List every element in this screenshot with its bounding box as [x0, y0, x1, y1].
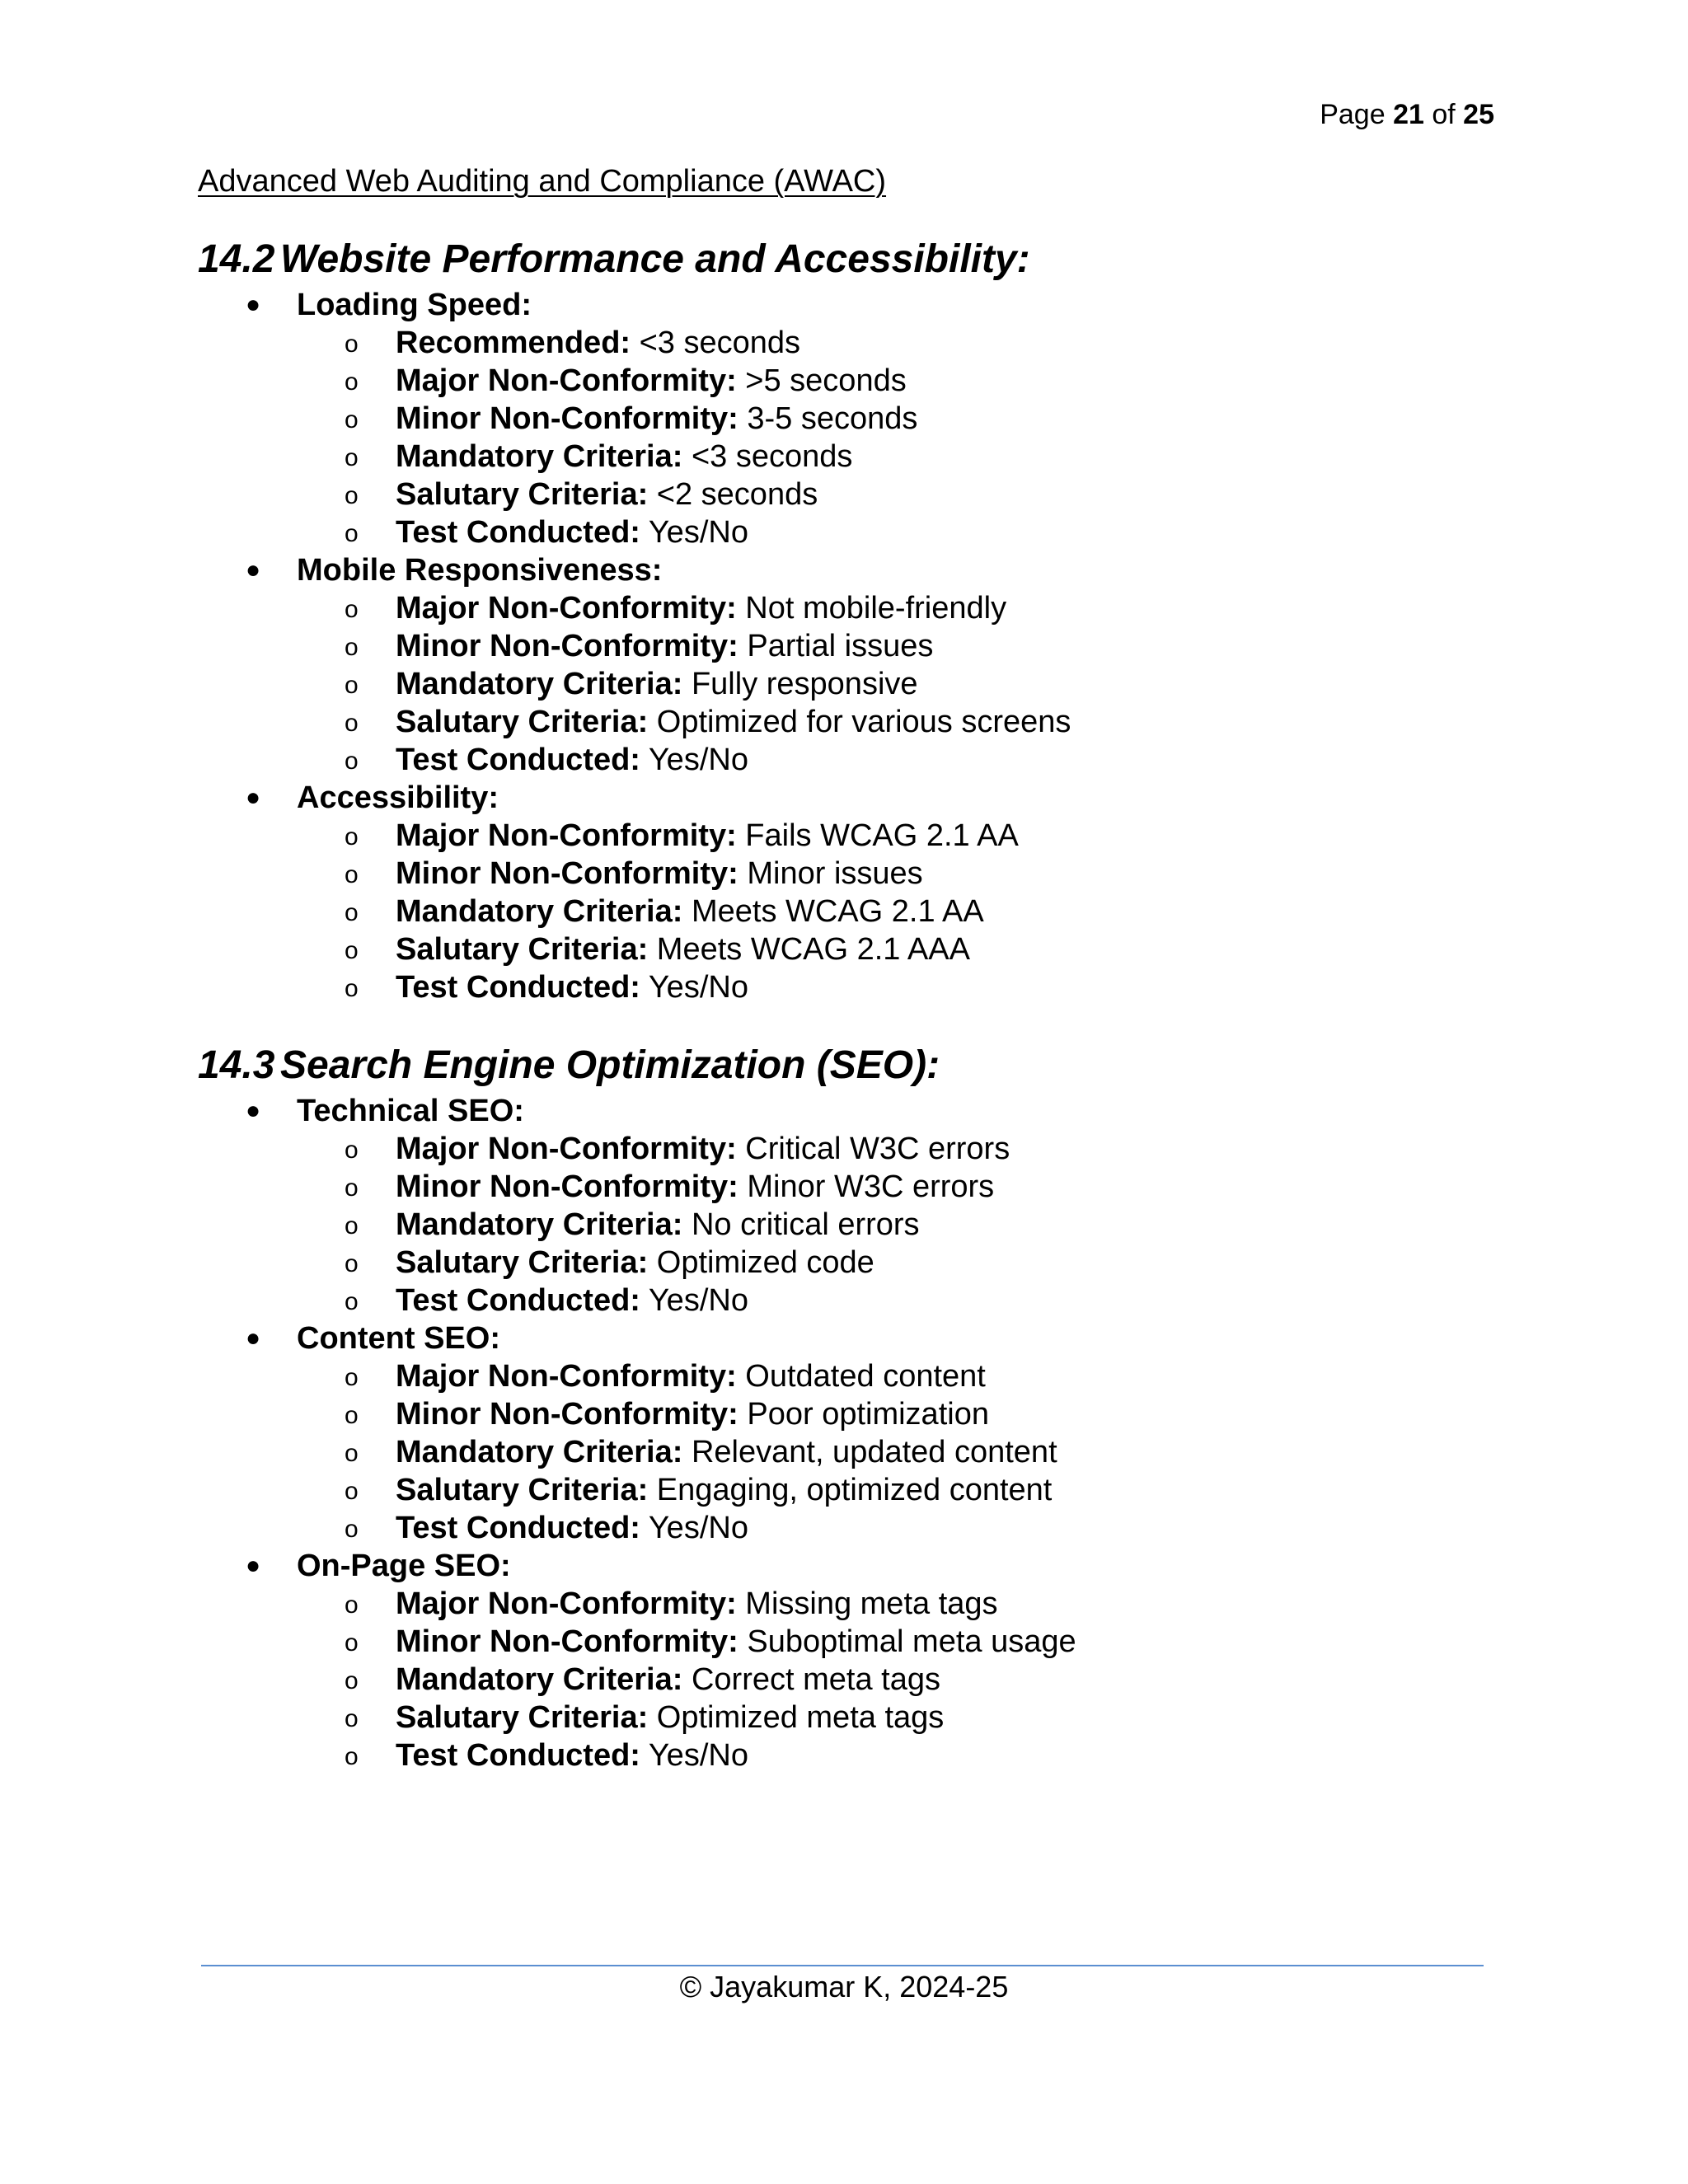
- topic-heading: [246, 1547, 1517, 1585]
- item-label: Salutary Criteria:: [396, 1700, 649, 1735]
- circle-bullet-icon: o: [345, 1743, 359, 1770]
- circle-bullet-icon: o: [345, 1629, 359, 1657]
- circle-bullet-icon: o: [345, 1591, 359, 1619]
- list-item: [345, 438, 1517, 476]
- section-title: Search Engine Optimization (SEO):: [280, 1043, 940, 1087]
- circle-bullet-icon: o: [345, 330, 359, 358]
- list-item: [345, 665, 1517, 703]
- circle-bullet-icon: o: [345, 937, 359, 964]
- topic-title: On-Page SEO:: [297, 1549, 511, 1583]
- list-item: [345, 513, 1517, 551]
- section-title: Website Performance and Accessibility:: [280, 237, 1030, 281]
- criteria-list: [297, 1357, 1517, 1547]
- criteria-list: [297, 324, 1517, 551]
- circle-bullet-icon: o: [345, 1705, 359, 1732]
- item-label: Salutary Criteria:: [396, 1245, 649, 1280]
- item-label: Major Non-Conformity:: [396, 363, 737, 398]
- bullet-icon: ●: [246, 1324, 261, 1352]
- topic-technical-seo: [198, 1092, 1517, 1319]
- circle-bullet-icon: o: [345, 1137, 359, 1164]
- list-item: [345, 324, 1517, 362]
- item-label: Minor Non-Conformity:: [396, 1169, 738, 1204]
- list-item: [345, 855, 1517, 893]
- item-value: Optimized code: [648, 1245, 874, 1280]
- topic-heading: [246, 551, 1517, 589]
- bullet-icon: ●: [246, 556, 261, 583]
- topic-on-page-seo: [198, 1547, 1517, 1774]
- item-label: Major Non-Conformity:: [396, 1586, 737, 1621]
- topic-accessibility: [198, 779, 1517, 1006]
- page-current: 21: [1393, 99, 1424, 130]
- item-value: Yes/No: [640, 1511, 748, 1545]
- item-label: Salutary Criteria:: [396, 705, 649, 739]
- criteria-list: [297, 817, 1517, 1006]
- list-item: [345, 1433, 1517, 1471]
- item-value: <2 seconds: [648, 477, 818, 512]
- item-value: <3 seconds: [631, 326, 801, 360]
- circle-bullet-icon: o: [345, 1364, 359, 1391]
- page-total: 25: [1463, 99, 1494, 130]
- bullet-icon: ●: [246, 1552, 261, 1579]
- item-value: Meets WCAG 2.1 AA: [682, 894, 984, 929]
- circle-bullet-icon: o: [345, 1516, 359, 1543]
- topic-title: Loading Speed:: [297, 288, 532, 322]
- item-value: Yes/No: [640, 1283, 748, 1318]
- item-value: Minor issues: [738, 856, 923, 891]
- item-value: Critical W3C errors: [736, 1132, 1010, 1166]
- topic-mobile-responsiveness: [198, 551, 1517, 779]
- list-item: [345, 817, 1517, 855]
- item-value: Yes/No: [640, 743, 748, 777]
- circle-bullet-icon: o: [345, 1478, 359, 1505]
- list-item: [345, 703, 1517, 741]
- list-item: [345, 1585, 1517, 1623]
- topic-title: Mobile Responsiveness:: [297, 553, 663, 588]
- list-item: [345, 1699, 1517, 1736]
- item-label: Test Conducted:: [396, 743, 640, 777]
- criteria-list: [297, 1585, 1517, 1774]
- item-label: Recommended:: [396, 326, 631, 360]
- item-label: Major Non-Conformity:: [396, 1359, 737, 1394]
- item-value: Fails WCAG 2.1 AA: [736, 818, 1019, 853]
- circle-bullet-icon: o: [345, 406, 359, 434]
- list-item: [345, 1471, 1517, 1509]
- list-item: [345, 1736, 1517, 1774]
- topic-content-seo: [198, 1319, 1517, 1547]
- circle-bullet-icon: o: [345, 672, 359, 699]
- item-value: Yes/No: [640, 1738, 748, 1773]
- item-label: Minor Non-Conformity:: [396, 629, 738, 663]
- circle-bullet-icon: o: [345, 823, 359, 851]
- list-item: [345, 930, 1517, 968]
- list-item: [345, 476, 1517, 513]
- item-label: Salutary Criteria:: [396, 477, 649, 512]
- item-label: Test Conducted:: [396, 515, 640, 550]
- section-heading: [198, 1039, 1517, 1092]
- list-item: [345, 627, 1517, 665]
- item-value: Correct meta tags: [682, 1662, 940, 1697]
- list-item: [345, 1168, 1517, 1206]
- circle-bullet-icon: o: [345, 1250, 359, 1277]
- list-item: [345, 1244, 1517, 1282]
- item-label: Mandatory Criteria:: [396, 1662, 683, 1697]
- circle-bullet-icon: o: [345, 634, 359, 661]
- item-label: Minor Non-Conformity:: [396, 1624, 738, 1659]
- circle-bullet-icon: o: [345, 368, 359, 396]
- circle-bullet-icon: o: [345, 1212, 359, 1240]
- section-website-performance: [198, 233, 1517, 1006]
- item-label: Salutary Criteria:: [396, 1473, 649, 1507]
- list-item: [345, 1282, 1517, 1319]
- item-value: Missing meta tags: [736, 1586, 998, 1621]
- item-value: Minor W3C errors: [738, 1169, 995, 1204]
- item-value: Outdated content: [736, 1359, 986, 1394]
- topic-list: [198, 286, 1517, 1006]
- page-of-label: of: [1432, 99, 1456, 130]
- item-value: Engaging, optimized content: [648, 1473, 1053, 1507]
- item-label: Minor Non-Conformity:: [396, 856, 738, 891]
- topic-loading-speed: [198, 286, 1517, 551]
- section-seo: [198, 1039, 1517, 1774]
- item-label: Salutary Criteria:: [396, 932, 649, 967]
- topic-heading: [246, 779, 1517, 817]
- item-value: No critical errors: [682, 1207, 920, 1242]
- item-value: Not mobile-friendly: [736, 591, 1007, 626]
- item-value: Meets WCAG 2.1 AAA: [648, 932, 970, 967]
- section-number: 14.3: [198, 1043, 275, 1087]
- topic-title: Technical SEO:: [297, 1094, 524, 1128]
- circle-bullet-icon: o: [345, 482, 359, 509]
- topic-title: Accessibility:: [297, 780, 499, 815]
- item-label: Mandatory Criteria:: [396, 894, 683, 929]
- item-value: Optimized meta tags: [648, 1700, 945, 1735]
- circle-bullet-icon: o: [345, 710, 359, 737]
- criteria-list: [297, 1130, 1517, 1319]
- circle-bullet-icon: o: [345, 1402, 359, 1429]
- list-item: [345, 362, 1517, 400]
- list-item: [345, 1206, 1517, 1244]
- list-item: [345, 1661, 1517, 1699]
- circle-bullet-icon: o: [345, 748, 359, 775]
- page-number: [1320, 98, 1494, 131]
- circle-bullet-icon: o: [345, 444, 359, 471]
- bullet-icon: ●: [246, 1097, 261, 1124]
- item-value: Relevant, updated content: [682, 1435, 1057, 1469]
- item-value: Partial issues: [738, 629, 934, 663]
- item-value: Yes/No: [640, 515, 748, 550]
- circle-bullet-icon: o: [345, 1288, 359, 1315]
- criteria-list: [297, 589, 1517, 779]
- list-item: [345, 400, 1517, 438]
- item-value: <3 seconds: [682, 439, 853, 474]
- circle-bullet-icon: o: [345, 1174, 359, 1202]
- item-label: Mandatory Criteria:: [396, 439, 683, 474]
- list-item: [345, 589, 1517, 627]
- item-value: Fully responsive: [682, 667, 918, 701]
- circle-bullet-icon: o: [345, 1440, 359, 1467]
- list-item: [345, 1623, 1517, 1661]
- circle-bullet-icon: o: [345, 596, 359, 623]
- topic-heading: [246, 1092, 1517, 1130]
- circle-bullet-icon: o: [345, 861, 359, 888]
- circle-bullet-icon: o: [345, 975, 359, 1002]
- bullet-icon: ●: [246, 784, 261, 811]
- document-header-title: Advanced Web Auditing and Compliance (AWAC): [198, 164, 887, 199]
- footer-copyright: © Jayakumar K, 2024-25: [679, 1970, 1009, 2004]
- list-item: [345, 1509, 1517, 1547]
- bullet-icon: ●: [246, 291, 261, 318]
- item-value: Suboptimal meta usage: [738, 1624, 1076, 1659]
- circle-bullet-icon: o: [345, 899, 359, 926]
- item-label: Minor Non-Conformity:: [396, 1397, 738, 1432]
- item-label: Test Conducted:: [396, 1738, 640, 1773]
- item-value: Poor optimization: [738, 1397, 989, 1432]
- item-label: Minor Non-Conformity:: [396, 401, 738, 436]
- item-value: Optimized for various screens: [648, 705, 1071, 739]
- section-heading: [198, 233, 1517, 286]
- item-label: Major Non-Conformity:: [396, 818, 737, 853]
- list-item: [345, 1395, 1517, 1433]
- item-label: Test Conducted:: [396, 970, 640, 1005]
- item-label: Test Conducted:: [396, 1283, 640, 1318]
- item-label: Major Non-Conformity:: [396, 1132, 737, 1166]
- item-label: Mandatory Criteria:: [396, 667, 683, 701]
- list-item: [345, 1357, 1517, 1395]
- item-value: 3-5 seconds: [738, 401, 918, 436]
- item-label: Major Non-Conformity:: [396, 591, 737, 626]
- page-label: Page: [1320, 99, 1386, 130]
- list-item: [345, 741, 1517, 779]
- item-value: Yes/No: [640, 970, 748, 1005]
- item-label: Mandatory Criteria:: [396, 1435, 683, 1469]
- topic-list: [198, 1092, 1517, 1774]
- topic-heading: [246, 286, 1517, 324]
- list-item: [345, 1130, 1517, 1168]
- item-value: >5 seconds: [736, 363, 907, 398]
- circle-bullet-icon: o: [345, 520, 359, 547]
- circle-bullet-icon: o: [345, 1667, 359, 1694]
- item-label: Test Conducted:: [396, 1511, 640, 1545]
- item-label: Mandatory Criteria:: [396, 1207, 683, 1242]
- section-number: 14.2: [198, 237, 275, 281]
- list-item: [345, 893, 1517, 930]
- topic-title: Content SEO:: [297, 1321, 500, 1356]
- list-item: [345, 968, 1517, 1006]
- topic-heading: [246, 1319, 1517, 1357]
